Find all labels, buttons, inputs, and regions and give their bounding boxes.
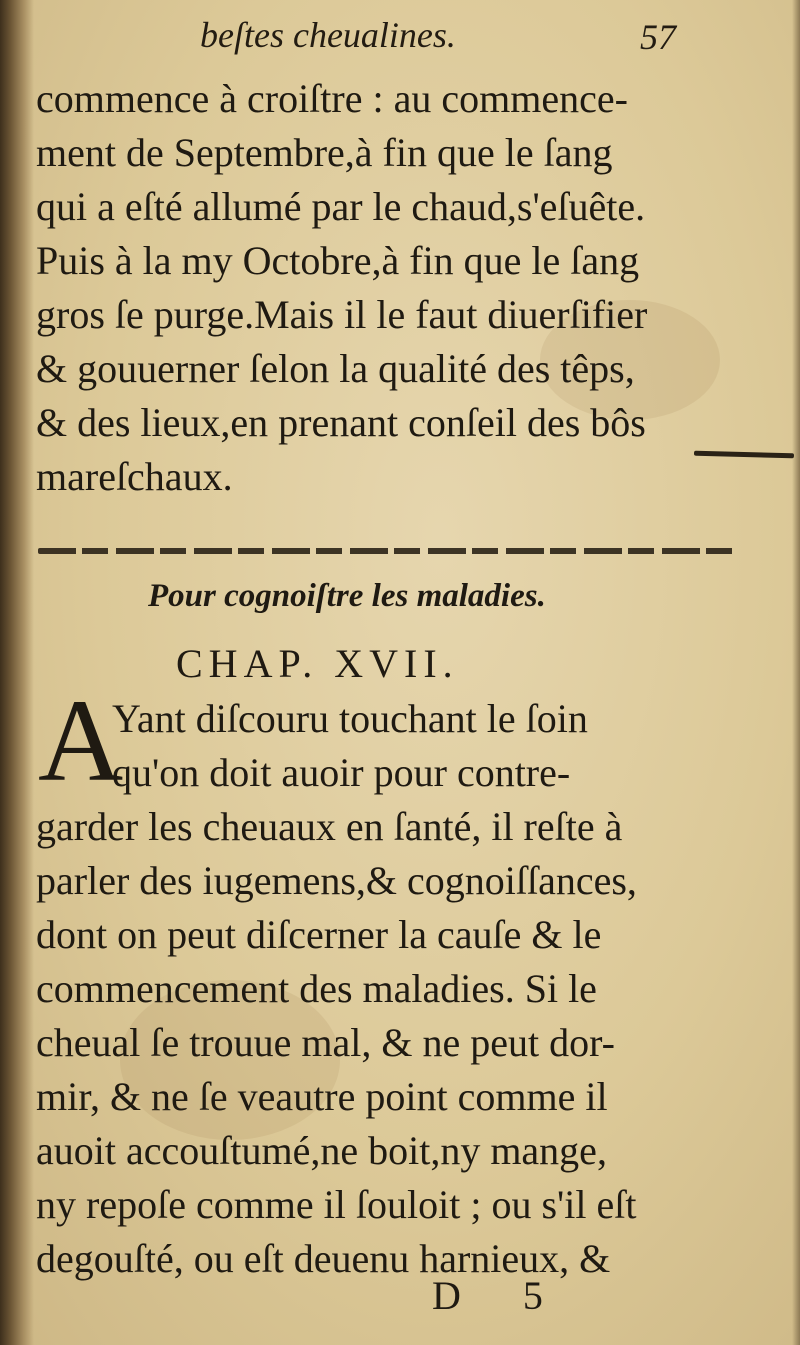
text-line: commence à croiſtre : au commence-	[36, 76, 628, 121]
text-line: commencement des maladies. Si le	[36, 966, 597, 1011]
paragraph-1	[36, 72, 756, 504]
text-line: qu'on doit auoir pour contre-	[112, 750, 571, 795]
paragraph-2	[36, 692, 756, 1286]
text-line: mir, & ne ſe veautre point comme il	[36, 1074, 608, 1119]
text-line: auoit accouſtumé,ne boit,ny mange,	[36, 1128, 607, 1173]
text-line: cheual ſe trouue mal, & ne peut dor-	[36, 1020, 615, 1065]
text-line: gros ſe purge.Mais il le faut diuerſifier	[36, 292, 648, 337]
chapter-number: CHAP. XVII.	[176, 641, 459, 686]
section-divider	[38, 548, 738, 554]
text-line: ny repoſe comme il ſouloit ; ou s'il eſt	[36, 1182, 637, 1227]
text-line: Yant diſcouru touchant le ſoin	[112, 696, 588, 741]
page-number: 57	[640, 17, 676, 57]
text-line: Puis à la my Octobre,à fin que le ſang	[36, 238, 640, 283]
text-line: & des lieux,en prenant conſeil des bôs	[36, 400, 646, 445]
signature-mark: D 5	[432, 1273, 569, 1318]
text-line: dont on peut diſcerner la cauſe & le	[36, 912, 602, 957]
drop-cap: A	[38, 675, 124, 806]
text-line: mareſchaux.	[36, 454, 233, 499]
text-line: parler des iugemens,& cognoiſſances,	[36, 858, 637, 903]
text-line: qui a eſté allumé par le chaud,s'eſuête.	[36, 184, 646, 229]
page-edge	[792, 0, 800, 1345]
text-line: degouſté, ou eſt deuenu harnieux, &	[36, 1236, 611, 1281]
book-gutter-shadow	[0, 0, 34, 1345]
chapter-title: Pour cognoiſtre les maladies.	[148, 578, 546, 614]
text-line: & gouuerner ſelon la qualité des têps,	[36, 346, 635, 391]
text-line: garder les cheuaux en ſanté, il reſte à	[36, 804, 623, 849]
text-line: ment de Septembre,à fin que le ſang	[36, 130, 613, 175]
running-head: beſtes cheualines.	[200, 15, 456, 55]
